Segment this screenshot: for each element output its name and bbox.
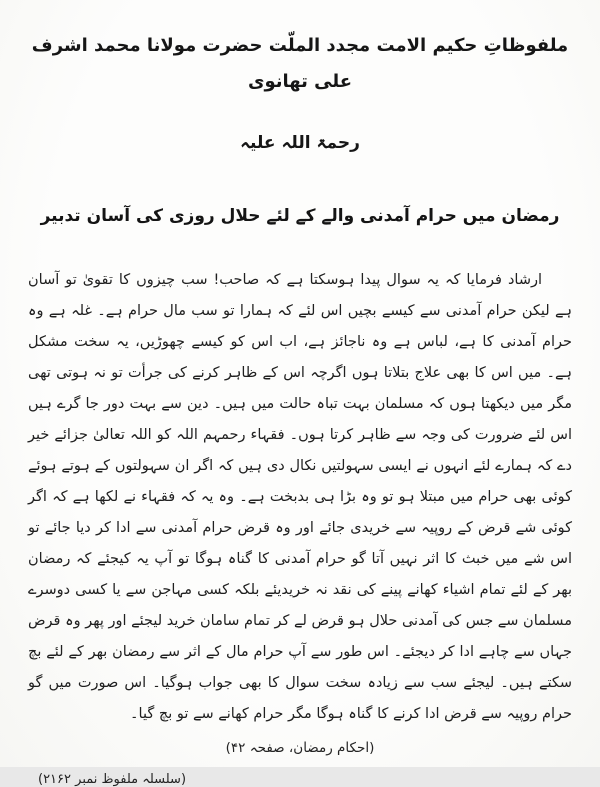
series-note (26, 772, 574, 787)
series-note-text: (سلسلہ ملفوظ نمبر ۲۱۶۲) (38, 772, 187, 787)
citation-line: (احکام رمضان، صفحہ ۴۲) (225, 740, 375, 756)
page-title: ملفوظاتِ حکیم الامت مجدد الملّت حضرت مولانا محمد اشرف علی تھانوی (31, 35, 569, 92)
body-paragraph: ارشاد فرمایا کہ یہ سوال پیدا ہوسکتا ہے کہ صاحب! سب چیزوں کا تقویٰ تو آسان ہے لیکن حرام آمدنی سے کیسے بچیں اس لئے کہ ہمارا تو سب مال حرام ہے۔ غلہ ہے وہ حرام آمدنی کا ہے، لباس ہے وہ ناجائز ہے، اب اس کو کیسے چھوڑیں، یہ سخت مشکل ہے۔ میں اس کا بھی علاج بتلاتا ہوں اگرچہ اس کے ظاہر کرنے کی جرأت تو نہ ہوتی تھی مگر میں دیکھتا ہوں کہ مسلمان بہت تباہ حالت میں ہیں۔ دین سے بہت دور جا گرے ہیں اس لئے ضرورت کی وجہ سے ظاہر کرتا ہوں۔ فقہاء رحمہم اللہ کو اللہ تعالیٰ جزائے خیر دے کہ ہمارے لئے انہوں نے ایسی سہولتیں نکال دی ہیں کہ اگر ان سہولتوں کے ہوتے ہوئے کوئی بھی حرام میں مبتلا ہو تو وہ بڑا ہی بدبخت ہے۔ وہ یہ کہ فقہاء نے لکھا ہے کہ اگر کوئی شے قرض کے روپیہ سے خریدی جائے اور وہ قرض حرام آمدنی سے ادا کر دیا جائے تو اس شے میں خبث کا اثر نہیں آتا گو حرام آمدنی کا گناہ ہوگا تو آپ یہ کیجئے کہ رمضان بھر کے لئے تمام اشیاء کھانے پینے کی نقد نہ خریدیئے بلکہ کسی مہاجن سے یا کسی دوسرے مسلمان سے جس کی آمدنی حلال ہو قرض لے کر تمام سامان خرید لیجئے اور پھر وہ قرض جہاں سے چاہے ادا کر دیجئے۔ اس طور سے آپ حرام مال کے اثر سے رمضان بھر کے لئے بچ سکتے ہیں۔ لیجئے سب سے زیادہ سخت سوال کا بھی جواب ہوگیا۔ اس صورت میں گو حرام روپیہ سے قرض ادا کرنے کا گناہ ہوگا مگر حرام کھانے سے تو بچ گیا۔ (28, 272, 572, 722)
honorific-line: رحمۃ اللہ علیہ (240, 133, 360, 153)
section-heading: رمضان میں حرام آمدنی والے کے لئے حلال روزی کی آسان تدبیر (40, 206, 560, 226)
